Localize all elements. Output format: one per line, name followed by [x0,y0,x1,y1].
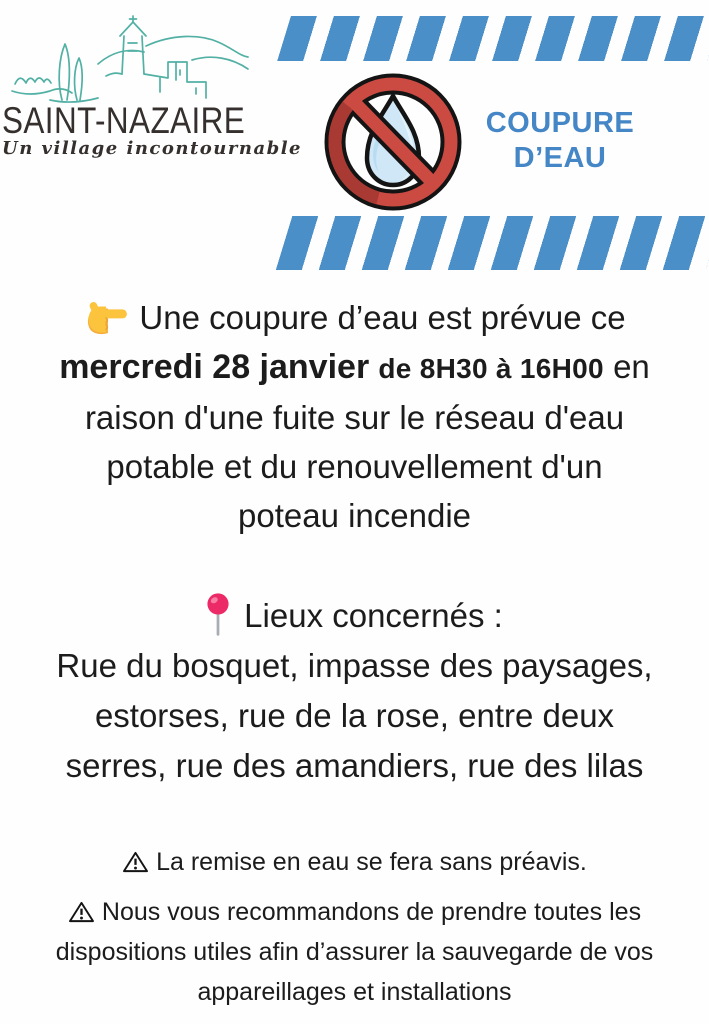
striped-band-bottom [276,216,709,270]
date-text: mercredi 28 janvier [59,348,370,386]
coupure-line1: COUPURE [485,107,635,139]
intro-line-1 [0,293,709,342]
village-sketch-icon [8,12,252,104]
logo-tagline: Un village incontournable [2,138,302,159]
warning-1-text: La remise en eau se fera sans préavis. [156,848,587,876]
striped-band-top [277,16,709,61]
locations-heading-text: Lieux concernés : [244,597,503,634]
locations-line-3: serres, rue des amandiers, rue des lilas [65,747,644,784]
intro-paragraph [0,293,709,540]
pointing-right-hand-icon [83,298,129,336]
logo-title: SAINT-NAZAIRE [2,100,246,141]
time-text: de 8H30 à 16H00 [378,353,604,384]
intro-line-1-text: Une coupure d’eau est prévue ce [139,299,626,336]
warning-1 [0,842,709,882]
no-water-icon [320,70,466,214]
warning-2-line-1-text: Nous vous recommandons de prendre toutes les [101,898,642,926]
warning-triangle-icon [68,900,95,924]
locations-line-1: Rue du bosquet, impasse des paysages, [56,647,653,684]
round-pushpin-icon [206,592,230,638]
warning-2-line-2: dispositions utiles afin d’assurer la sauvegarde de vos [55,938,654,966]
coupure-line2: D’EAU [513,142,607,174]
intro-line-2 [0,342,709,393]
intro-line-5: poteau incendie [237,497,472,534]
coupure-deau-title [472,106,648,176]
intro-line-3: raison d'une fuite sur le réseau d'eau [84,399,625,436]
locations-heading [0,591,709,641]
intro-line-4: potable et du renouvellement d'un [106,448,603,485]
intro-line-2-end: en [613,348,650,385]
warning-2 [0,892,709,1012]
warning-triangle-icon [122,850,149,874]
locations-section [0,591,709,791]
warning-2-line-1 [0,892,709,932]
warning-2-line-3: appareillages et installations [197,978,512,1006]
locations-line-2: estorses, rue de la rose, entre deux [94,697,615,734]
